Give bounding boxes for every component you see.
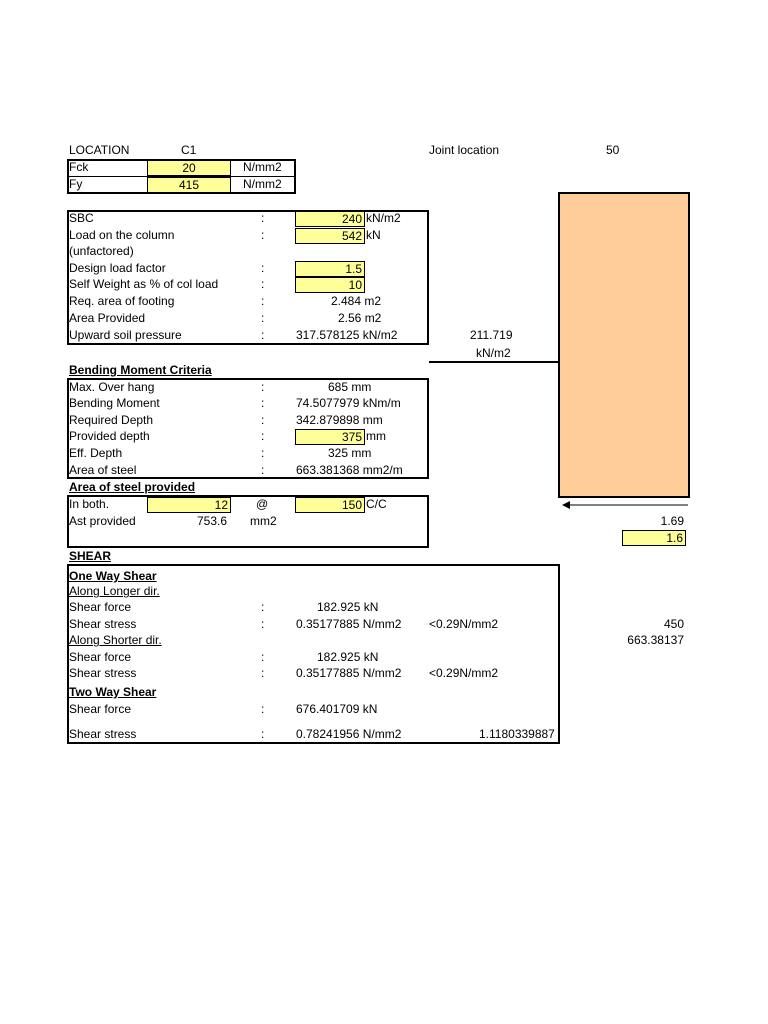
side-value-ast: 663.38137	[627, 633, 684, 647]
shear-stress-long-value: 0.35177885 N/mm2	[296, 617, 402, 631]
shear-stress-two-label: Shear stress	[69, 727, 137, 741]
colon: :	[261, 396, 265, 410]
shear-force-long-value: 182.925 kN	[317, 600, 379, 614]
fck-label: Fck	[69, 160, 89, 174]
shear-force-short-label: Shear force	[69, 650, 132, 664]
in-both-label: In both.	[69, 497, 110, 511]
colon: :	[261, 666, 265, 680]
side-value-450: 450	[663, 617, 684, 631]
sbc-unit: kN/m2	[366, 211, 401, 225]
bending-moment-label: Bending Moment	[69, 396, 160, 410]
colon: :	[261, 727, 265, 741]
shear-stress-short-limit: <0.29N/mm2	[429, 666, 499, 680]
upward-soil-pressure-value: 317.578125 kN/m2	[296, 328, 398, 342]
dimension-value: 1.69	[660, 514, 684, 528]
shear-force-two-value: 676.401709 kN	[296, 702, 378, 716]
fck-unit: N/mm2	[243, 160, 282, 174]
upward-soil-pressure-label: Upward soil pressure	[69, 328, 182, 342]
required-depth-label: Required Depth	[69, 413, 154, 427]
colon: :	[261, 429, 265, 443]
area-of-steel-value: 663.381368 mm2/m	[296, 463, 403, 477]
load-input[interactable]: 542	[295, 228, 365, 244]
colon: :	[261, 294, 265, 308]
design-load-factor-label: Design load factor	[69, 261, 166, 275]
ast-provided-value: 753.6	[197, 514, 228, 528]
shear-stress-short-label: Shear stress	[69, 666, 137, 680]
provided-depth-input[interactable]: 375	[295, 429, 365, 445]
bar-spacing-input[interactable]: 150	[295, 497, 365, 513]
required-depth-value: 342.879898 mm	[296, 413, 383, 427]
shear-stress-long-label: Shear stress	[69, 617, 137, 631]
shear-force-short-value: 182.925 kN	[317, 650, 379, 664]
req-area-value: 2.484 m2	[331, 294, 382, 308]
shear-force-long-label: Shear force	[69, 600, 132, 614]
shear-heading: SHEAR	[69, 549, 112, 563]
load-label-unfactored: (unfactored)	[69, 244, 134, 258]
one-way-shear-heading: One Way Shear	[69, 569, 157, 583]
fy-label: Fy	[69, 177, 83, 191]
sbc-label: SBC	[69, 211, 94, 225]
area-of-steel-label: Area of steel	[69, 463, 137, 477]
footing-drawing	[558, 192, 690, 498]
colon: :	[261, 228, 265, 242]
colon: :	[261, 261, 265, 275]
colon: :	[261, 413, 265, 427]
shear-stress-two-value: 0.78241956 N/mm2	[296, 727, 402, 741]
load-unit: kN	[366, 228, 381, 242]
area-provided-value: 2.56 m2	[338, 311, 382, 325]
steel-provided-heading: Area of steel provided	[69, 480, 196, 494]
colon: :	[261, 328, 265, 342]
shear-stress-short-value: 0.35177885 N/mm2	[296, 666, 402, 680]
joint-location-label: Joint location	[429, 143, 500, 157]
shear-stress-two-extra: 1.1180339887	[479, 727, 555, 741]
arrow-head-icon	[562, 501, 570, 509]
dimension-arrow	[560, 498, 688, 512]
shear-force-two-label: Shear force	[69, 702, 132, 716]
colon: :	[261, 380, 265, 394]
overhang-label: Max. Over hang	[69, 380, 155, 394]
colon: :	[261, 463, 265, 477]
fy-input[interactable]: 415	[147, 177, 231, 193]
bending-heading: Bending Moment Criteria	[69, 363, 212, 377]
req-area-label: Req. area of footing	[69, 294, 175, 308]
colon: :	[261, 446, 265, 460]
colon: :	[261, 650, 265, 664]
colon: :	[261, 702, 265, 716]
bar-spacing-unit: C/C	[366, 497, 387, 511]
ast-provided-label: Ast provided	[69, 514, 136, 528]
provided-depth-label: Provided depth	[69, 429, 150, 443]
location-value[interactable]: C1	[181, 143, 197, 157]
location-label: LOCATION	[69, 143, 130, 157]
colon: :	[261, 211, 265, 225]
load-label: Load on the column	[69, 228, 175, 242]
fy-unit: N/mm2	[243, 177, 282, 191]
bending-moment-value: 74.5077979 kNm/m	[296, 396, 401, 410]
at-symbol: @	[256, 497, 269, 511]
eff-depth-value: 325 mm	[328, 446, 372, 460]
sbc-input[interactable]: 240	[295, 211, 365, 227]
joint-location-value: 50	[606, 143, 620, 157]
longer-dir-heading: Along Longer dir.	[69, 584, 160, 598]
self-weight-input[interactable]: 10	[295, 277, 365, 293]
design-load-factor-input[interactable]: 1.5	[295, 261, 365, 277]
eff-depth-label: Eff. Depth	[69, 446, 123, 460]
self-weight-label: Self Weight as % of col load	[69, 277, 219, 291]
side-pressure-unit: kN/m2	[476, 346, 511, 360]
shear-stress-long-limit: <0.29N/mm2	[429, 617, 499, 631]
colon: :	[261, 311, 265, 325]
two-way-shear-heading: Two Way Shear	[69, 685, 157, 699]
fck-input[interactable]: 20	[147, 160, 231, 176]
ast-provided-unit: mm2	[250, 514, 277, 528]
bar-dia-input[interactable]: 12	[147, 497, 231, 513]
overhang-value: 685 mm	[328, 380, 372, 394]
pressure-leader-line	[429, 361, 560, 363]
dimension-input[interactable]: 1.6	[622, 530, 686, 546]
area-provided-label: Area Provided	[69, 311, 146, 325]
colon: :	[261, 600, 265, 614]
side-pressure-value: 211.719	[470, 328, 513, 342]
provided-depth-unit: mm	[366, 429, 386, 443]
colon: :	[261, 617, 265, 631]
colon: :	[261, 277, 265, 291]
shorter-dir-heading: Along Shorter dir.	[69, 633, 162, 647]
